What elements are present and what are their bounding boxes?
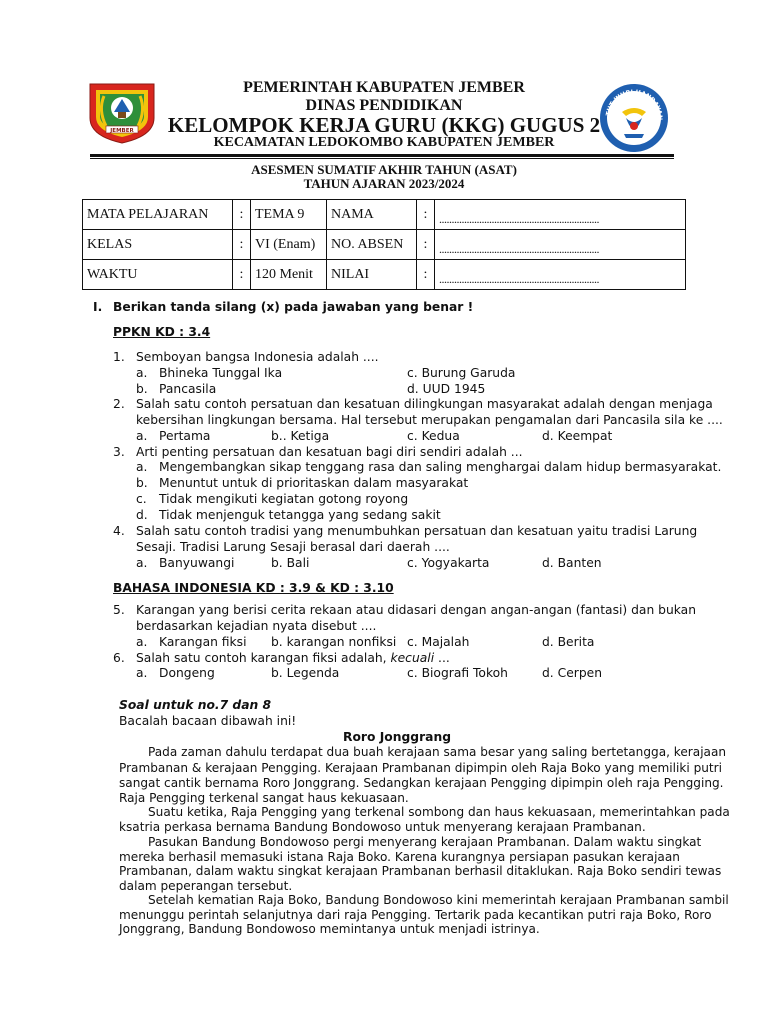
story-line: ksatria perkasa bernama Bandung Bondowoso untuk menyerang kerajaan Prambanan. (119, 820, 646, 834)
svg-text:TUT WURI HANDAYANI: TUT WURI HANDAYAN (605, 88, 664, 121)
option-d[interactable]: d. UUD 1945 (407, 382, 486, 396)
option-b[interactable]: b.. Ketiga (271, 429, 330, 443)
question-text: Karangan yang berisi cerita rekaan atau didasari dengan angan-angan (fantasi) dan bukan (136, 603, 696, 617)
option-letter: d. (136, 508, 148, 522)
colon: : (417, 260, 435, 290)
option-b[interactable]: b. Legenda (271, 666, 340, 680)
story-line: mereka berhasil memasuki istana Raja Boko. Karena kurangnya persiapan pasukan kerajaan (119, 850, 680, 864)
absen-field[interactable]: ................................................................ (435, 230, 686, 260)
option-letter: c. (136, 492, 147, 506)
question-number: 4. (113, 524, 125, 538)
header-rule-thin (90, 158, 674, 159)
colon: : (233, 200, 251, 230)
emphasis-kecuali: kecuali (390, 651, 435, 665)
header-government: PEMERINTAH KABUPATEN JEMBER (243, 79, 525, 96)
option-a[interactable]: Banyuwangi (159, 556, 235, 570)
reading-title: Roro Jonggrang (342, 730, 451, 744)
question-number: 1. (113, 350, 125, 364)
option-a[interactable]: Bhineka Tunggal Ika (159, 366, 283, 380)
bahasa-heading: BAHASA INDONESIA KD : 3.9 & KD : 3.10 (113, 581, 394, 595)
option-c[interactable]: c. Kedua (407, 429, 460, 443)
colon: : (233, 260, 251, 290)
story-line: Jonggrang, Bandung Bondowoso memintanya untuk menjadi istrinya. (119, 922, 540, 936)
story-line: Prambanan, dalam waktu singkat kerajaan Prambanan berhasil ditaklukan. Raja Boko sendiri tewas (119, 864, 722, 878)
option-letter: a. (136, 460, 148, 474)
option-d[interactable]: d. Cerpen (542, 666, 602, 680)
option-d[interactable]: d. Keempat (542, 429, 613, 443)
option-d[interactable]: d. Banten (542, 556, 602, 570)
option-c[interactable]: Tidak mengikuti kegiatan gotong royong (159, 492, 409, 506)
option-a[interactable]: Dongeng (159, 666, 215, 680)
table-row (83, 200, 686, 230)
story-line: dalam peperangan tersebut. (119, 879, 293, 893)
header-department: DINAS PENDIDIKAN (305, 97, 463, 114)
option-a[interactable]: Pertama (159, 429, 211, 443)
option-a[interactable]: Karangan fiksi (159, 635, 247, 649)
story-line: Pada zaman dahulu terdapat dua buah kerajaan sama besar yang saling bertetangga, kerajaan (148, 745, 727, 759)
option-b[interactable]: b. Bali (271, 556, 310, 570)
class-label: KELAS (83, 230, 233, 260)
story-line: Prambanan & kerajaan Pengging. Kerajaan Prambanan dipimpin oleh Raja Boko yang memiliki putri (119, 761, 722, 775)
option-letter: a. (136, 429, 148, 443)
option-c[interactable]: c. Biografi Tokoh (407, 666, 508, 680)
option-letter: a. (136, 666, 148, 680)
story-line: Setelah kematian Raja Boko, Bandung Bondowoso kini memerintah kerajaan Prambanan sambil (148, 893, 729, 907)
exam-year: TAHUN AJARAN 2023/2024 (303, 176, 465, 191)
question-text: Salah satu contoh karangan fiksi adalah, kecuali ... (136, 651, 450, 665)
time-label: WAKTU (83, 260, 233, 290)
question-number: 6. (113, 651, 125, 665)
header-rule-thick (90, 154, 674, 157)
time-value: 120 Menit (251, 260, 327, 290)
story-line: Pasukan Bandung Bondowoso pergi menyerang kerajaan Prambanan. Dalam waktu singkat (148, 835, 702, 849)
table-row (83, 260, 686, 290)
subject-value: TEMA 9 (251, 200, 327, 230)
story-line: Raja Pengging terkenal sangat haus kekuasaan. (119, 791, 409, 805)
story-line: menunggu perintah selanjutnya dari raja Pengging. Tertarik pada kecantikan putri raja Boko, Roro (119, 908, 712, 922)
svg-text:JEMBER: JEMBER (110, 128, 134, 134)
section-instruction: Berikan tanda silang (x) pada jawaban yang benar ! (113, 300, 474, 314)
option-a[interactable]: Mengembangkan sikap tenggang rasa dan saling menghargai dalam hidup bermasyarakat. (159, 460, 722, 474)
option-b[interactable]: Pancasila (159, 382, 217, 396)
option-b[interactable]: b. karangan nonfiksi (271, 635, 397, 649)
absen-label: NO. ABSEN (327, 230, 417, 260)
section-numeral: I. (93, 300, 103, 314)
colon: : (417, 200, 435, 230)
score-field[interactable]: ................................................................ (435, 260, 686, 290)
colon: : (417, 230, 435, 260)
reading-intro-italic: Soal untuk no.7 dan 8 (119, 698, 272, 712)
option-d[interactable]: d. Berita (542, 635, 595, 649)
question-text: Salah satu contoh persatuan dan kesatuan dilingkungan masyarakat adalah dengan menjaga (136, 397, 713, 411)
option-c[interactable]: c. Burung Garuda (407, 366, 516, 380)
option-b[interactable]: Menuntut untuk di prioritaskan dalam masyarakat (159, 476, 469, 490)
colon: : (233, 230, 251, 260)
question-number: 2. (113, 397, 125, 411)
reading-instruction: Bacalah bacaan dibawah ini! (119, 714, 297, 728)
student-info-table (82, 199, 686, 290)
story-line: sangat cantik bernama Roro Jonggrang. Sedangkan kerajaan Pengging dipimpin oleh raja Pengging. (119, 776, 724, 790)
name-field[interactable]: ................................................................ (435, 200, 686, 230)
option-letter: a. (136, 556, 148, 570)
option-c[interactable]: c. Majalah (407, 635, 470, 649)
table-row (83, 230, 686, 260)
option-letter: a. (136, 635, 148, 649)
name-label: NAMA (327, 200, 417, 230)
question-text-cont: berdasarkan kejadian nyata disebut .... (136, 619, 377, 633)
question-text: Salah satu contoh tradisi yang menumbuhkan persatuan dan kesatuan yaitu tradisi Larung (136, 524, 698, 538)
story-line: Suatu ketika, Raja Pengging yang terkenal sombong dan haus kekuasaan, memerintahkan pada (148, 805, 730, 819)
score-label: NILAI (327, 260, 417, 290)
option-letter: b. (136, 476, 148, 490)
question-number: 3. (113, 445, 125, 459)
option-d[interactable]: Tidak menjenguk tetangga yang sedang sakit (159, 508, 441, 522)
question-number: 5. (113, 603, 125, 617)
header-district: KECAMATAN LEDOKOMBO KABUPATEN JEMBER (213, 135, 555, 150)
option-c[interactable]: c. Yogyakarta (407, 556, 490, 570)
header-kkg: KELOMPOK KERJA GURU (KKG) GUGUS 2 (167, 113, 601, 137)
question-text: Semboyan bangsa Indonesia adalah .... (136, 350, 379, 364)
ppkn-heading: PPKN KD : 3.4 (113, 325, 211, 339)
exam-title: ASESMEN SUMATIF AKHIR TAHUN (ASAT) (251, 162, 517, 177)
question-text-cont: kebersihan lingkungan bersama. Hal tersebut merupakan pengamalan dari Pancasila sila ke .... (136, 413, 723, 427)
question-text-cont: Sesaji. Tradisi Larung Sesaji berasal dari daerah .... (136, 540, 450, 554)
class-value: VI (Enam) (251, 230, 327, 260)
option-letter: a. (136, 366, 148, 380)
subject-label: MATA PELAJARAN (83, 200, 233, 230)
question-text: Arti penting persatuan dan kesatuan bagi diri sendiri adalah ... (136, 445, 523, 459)
option-letter: b. (136, 382, 148, 396)
